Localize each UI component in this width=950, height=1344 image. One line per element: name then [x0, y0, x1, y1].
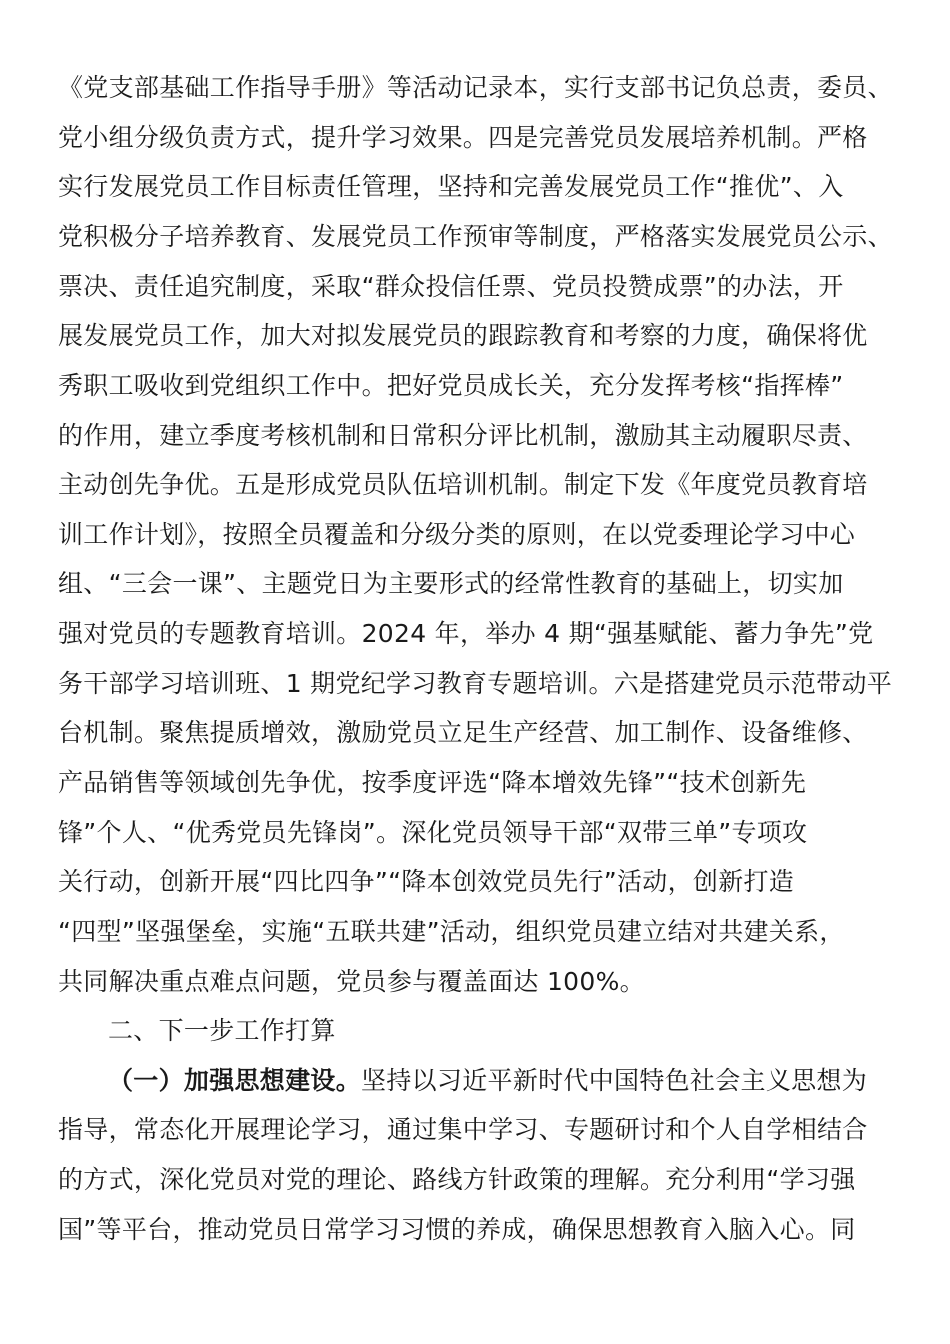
paragraph-line: 党积极分子培养教育、发展党员工作预审等制度，严格落实发展党员公示、	[58, 222, 893, 251]
paragraph-line: 组、“三会一课”、主题党日为主要形式的经常性教育的基础上，切实加	[58, 569, 844, 598]
subsection-first-line	[108, 1061, 867, 1101]
paragraph-line: 票决、责任追究制度，采取“群众投信任票、党员投赞成票”的办法，开	[58, 272, 844, 301]
paragraph-line: 国”等平台，推动党员日常学习习惯的养成，确保思想教育入脑入心。同	[58, 1215, 856, 1244]
paragraph-line: 的方式，深化党员对党的理论、路线方针政策的理解。充分利用“学习强	[58, 1165, 856, 1194]
paragraph-line: 强对党员的专题教育培训。2024 年，举办 4 期“强基赋能、蓄力争先”党	[58, 619, 874, 648]
paragraph-line: 锋”个人、“优秀党员先锋岗”。深化党员领导干部“双带三单”专项攻	[58, 818, 808, 847]
paragraph-line: “四型”坚强堡垒，实施“五联共建”活动，组织党员建立结对共建关系，	[58, 917, 845, 946]
paragraph-line: 训工作计划》，按照全员覆盖和分级分类的原则，在以党委理论学习中心	[58, 520, 856, 549]
paragraph-line: 指导，常态化开展理论学习，通过集中学习、专题研讨和个人自学相结合	[58, 1115, 868, 1144]
paragraph-line: 务干部学习培训班、1 期党纪学习教育专题培训。六是搭建党员示范带动平	[58, 669, 893, 698]
subsection-text: 坚持以习近平新时代中国特色社会主义思想为	[361, 1066, 868, 1095]
paragraph-line: 共同解决重点难点问题，党员参与覆盖面达 100%。	[58, 967, 645, 996]
paragraph-line: 实行发展党员工作目标责任管理，坚持和完善发展党员工作“推优”、入	[58, 172, 844, 201]
section-heading: 二、下一步工作打算	[108, 1016, 336, 1045]
paragraph-line: 台机制。聚焦提质增效，激励党员立足生产经营、加工制作、设备维修、	[58, 718, 868, 747]
paragraph-line: 产品销售等领域创先争优，按季度评选“降本增效先锋”“技术创新先	[58, 768, 807, 797]
paragraph-line: 秀职工吸收到党组织工作中。把好党员成长关，充分发挥考核“指挥棒”	[58, 371, 844, 400]
paragraph-line: 《党支部基础工作指导手册》等活动记录本，实行支部书记负总责，委员、	[58, 73, 893, 102]
paragraph-line: 展发展党员工作，加大对拟发展党员的跟踪教育和考察的力度，确保将优	[58, 321, 868, 350]
paragraph-line: 党小组分级负责方式，提升学习效果。四是完善党员发展培养机制。严格	[58, 123, 868, 152]
paragraph-line: 的作用，建立季度考核机制和日常积分评比机制，激励其主动履职尽责、	[58, 421, 868, 450]
paragraph-line: 关行动，创新开展“四比四争”“降本创效党员先行”活动，创新打造	[58, 867, 795, 896]
paragraph-line: 主动创先争优。五是形成党员队伍培训机制。制定下发《年度党员教育培	[58, 470, 868, 499]
subsection-heading: （一）加强思想建设。	[108, 1066, 362, 1095]
